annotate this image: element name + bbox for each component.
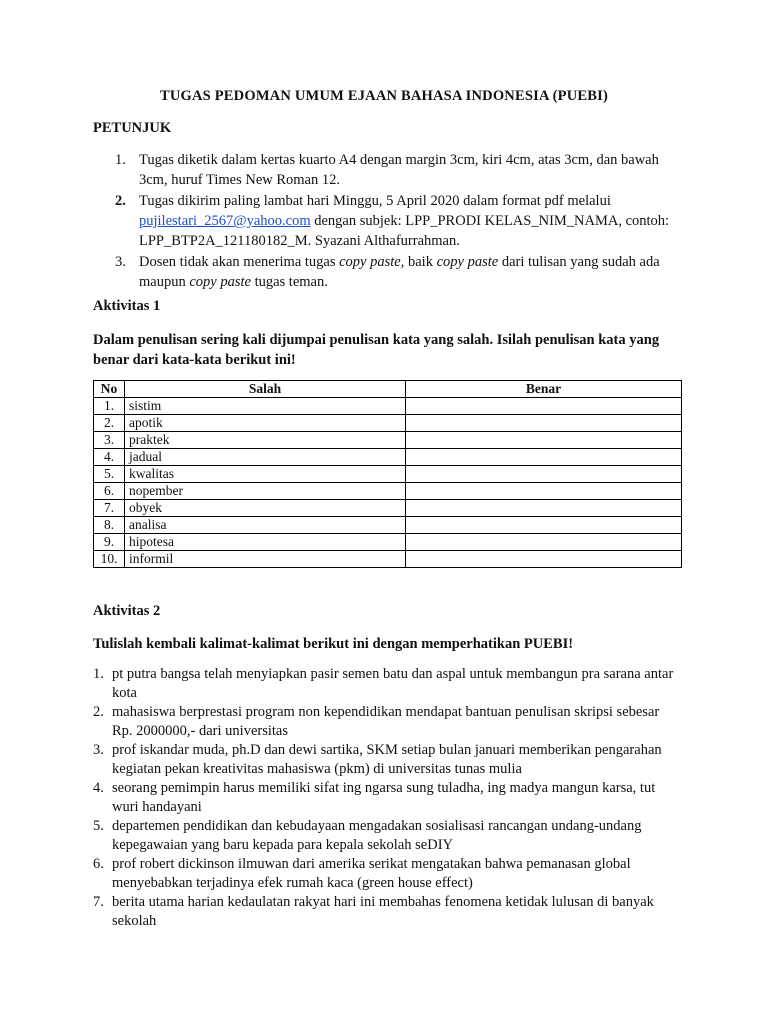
table-header-row: [94, 381, 682, 398]
aktivitas2-instruction: Tulislah kembali kalimat-kalimat berikut ini dengan memperhatikan PUEBI!: [93, 636, 574, 652]
sentence-list: [93, 665, 683, 931]
correct-word-cell[interactable]: [406, 449, 682, 466]
item-text: seorang pemimpin harus memiliki sifat ing ngarsa sung tuladha, ing madya mangun karsa, tut wuri handayani: [112, 780, 656, 815]
emphasis-copy-paste: copy paste: [436, 254, 499, 270]
correct-word-cell[interactable]: [406, 500, 682, 517]
email-link[interactable]: pujilestari_2567@yahoo.com: [139, 213, 311, 229]
correct-word-cell[interactable]: [406, 517, 682, 534]
instruction-text-after: dengan subjek: LPP_PRODI KELAS_NIM_NAMA, contoh: LPP_BTP2A_121180182_M. Syazani Althafurrahman.: [139, 213, 670, 249]
row-number: 9.: [94, 534, 125, 551]
instruction-text-after: tugas teman.: [250, 274, 328, 290]
item-text: mahasiswa berprestasi program non kependidikan mendapat bantuan penulisan skripsi sebesar Rp. 2000000,- dari universitas: [112, 704, 660, 739]
item-number: 6.: [93, 856, 104, 872]
instruction-number: 2.: [115, 193, 126, 209]
row-number: 1.: [94, 398, 125, 415]
item-number: 3.: [93, 742, 104, 758]
row-number: 5.: [94, 466, 125, 483]
row-number: 7.: [94, 500, 125, 517]
item-text: prof robert dickinson ilmuwan dari amerika serikat mengatakan bahwa pemanasan global menyebabkan terjadinya efek rumah kaca (green house effect): [112, 856, 631, 891]
wrong-word: informil: [125, 551, 406, 568]
row-number: 8.: [94, 517, 125, 534]
wrong-word: kwalitas: [125, 466, 406, 483]
petunjuk-heading: PETUNJUK: [93, 120, 172, 136]
wrong-word: hipotesa: [125, 534, 406, 551]
table-row: [94, 432, 682, 449]
list-item: [93, 855, 683, 893]
list-item: [93, 703, 683, 741]
wrong-word: sistim: [125, 398, 406, 415]
row-number: 10.: [94, 551, 125, 568]
word-correction-table: [93, 380, 682, 568]
wrong-word: praktek: [125, 432, 406, 449]
list-item: [93, 665, 683, 703]
item-number: 7.: [93, 894, 104, 910]
row-number: 6.: [94, 483, 125, 500]
table-row: [94, 415, 682, 432]
item-number: 2.: [93, 704, 104, 720]
correct-word-cell[interactable]: [406, 534, 682, 551]
item-number: 4.: [93, 780, 104, 796]
item-text: prof iskandar muda, ph.D dan dewi sartika, SKM setiap bulan januari memberikan pengarahan kegiatan pekan kreativitas mahasiswa (pkm) di universitas tunas mulia: [112, 742, 662, 777]
item-text: pt putra bangsa telah menyiapkan pasir semen batu dan aspal untuk membangun pra sarana antar kota: [112, 666, 674, 701]
aktivitas1-heading: Aktivitas 1: [93, 298, 161, 314]
document-title: TUGAS PEDOMAN UMUM EJAAN BAHASA INDONESIA (PUEBI): [159, 88, 609, 104]
instruction-text-mid2: dari tulisan yang sudah ada maupun: [139, 254, 660, 290]
correct-word-cell[interactable]: [406, 398, 682, 415]
wrong-word: jadual: [125, 449, 406, 466]
row-number: 4.: [94, 449, 125, 466]
table-row: [94, 449, 682, 466]
list-item: [93, 817, 683, 855]
emphasis-copy-paste: copy paste: [189, 274, 251, 290]
instruction-text: Tugas diketik dalam kertas kuarto A4 dengan margin 3cm, kiri 4cm, atas 3cm, dan bawah 3cm, huruf Times New Roman 12.: [139, 152, 659, 188]
correct-word-cell[interactable]: [406, 551, 682, 568]
correct-word-cell[interactable]: [406, 432, 682, 449]
list-item: [93, 893, 683, 931]
instruction-text-mid: , baik: [400, 254, 437, 270]
instruction-number: 1.: [115, 152, 126, 168]
header-no: No: [94, 381, 125, 398]
table-row: [94, 551, 682, 568]
wrong-word: apotik: [125, 415, 406, 432]
list-item: [93, 741, 683, 779]
correct-word-cell[interactable]: [406, 415, 682, 432]
row-number: 3.: [94, 432, 125, 449]
aktivitas1-instruction: Dalam penulisan sering kali dijumpai penulisan kata yang salah. Isilah penulisan kata yang benar dari kata-kata berikut ini!: [93, 332, 660, 368]
item-text: berita utama harian kedaulatan rakyat hari ini membahas fenomena ketidak lulusan di banyak sekolah: [112, 894, 654, 929]
wrong-word: obyek: [125, 500, 406, 517]
row-number: 2.: [94, 415, 125, 432]
instruction-item: [93, 191, 683, 251]
instruction-number: 3.: [115, 254, 126, 270]
header-salah: Salah: [125, 381, 406, 398]
header-benar: Benar: [406, 381, 682, 398]
table-row: [94, 517, 682, 534]
correct-word-cell[interactable]: [406, 466, 682, 483]
emphasis-copy-paste: copy paste: [339, 254, 401, 270]
correct-word-cell[interactable]: [406, 483, 682, 500]
item-text: departemen pendidikan dan kebudayaan mengadakan sosialisasi rancangan undang-undang kepegawaian yang baru kepada para kepala sekolah seDIY: [112, 818, 642, 853]
instruction-text: Dosen tidak akan menerima tugas: [139, 254, 340, 270]
list-item: [93, 779, 683, 817]
aktivitas2-heading: Aktivitas 2: [93, 603, 161, 619]
table-row: [94, 500, 682, 517]
table-row: [94, 466, 682, 483]
table-row: [94, 483, 682, 500]
item-number: 5.: [93, 818, 104, 834]
table-row: [94, 398, 682, 415]
wrong-word: analisa: [125, 517, 406, 534]
instruction-text: Tugas dikirim paling lambat hari Minggu, 5 April 2020 dalam format pdf melalui: [139, 193, 611, 209]
table-row: [94, 534, 682, 551]
instruction-item: [93, 150, 683, 190]
item-number: 1.: [93, 666, 104, 682]
wrong-word: nopember: [125, 483, 406, 500]
instruction-list: [93, 150, 683, 293]
instruction-item: [93, 252, 683, 292]
